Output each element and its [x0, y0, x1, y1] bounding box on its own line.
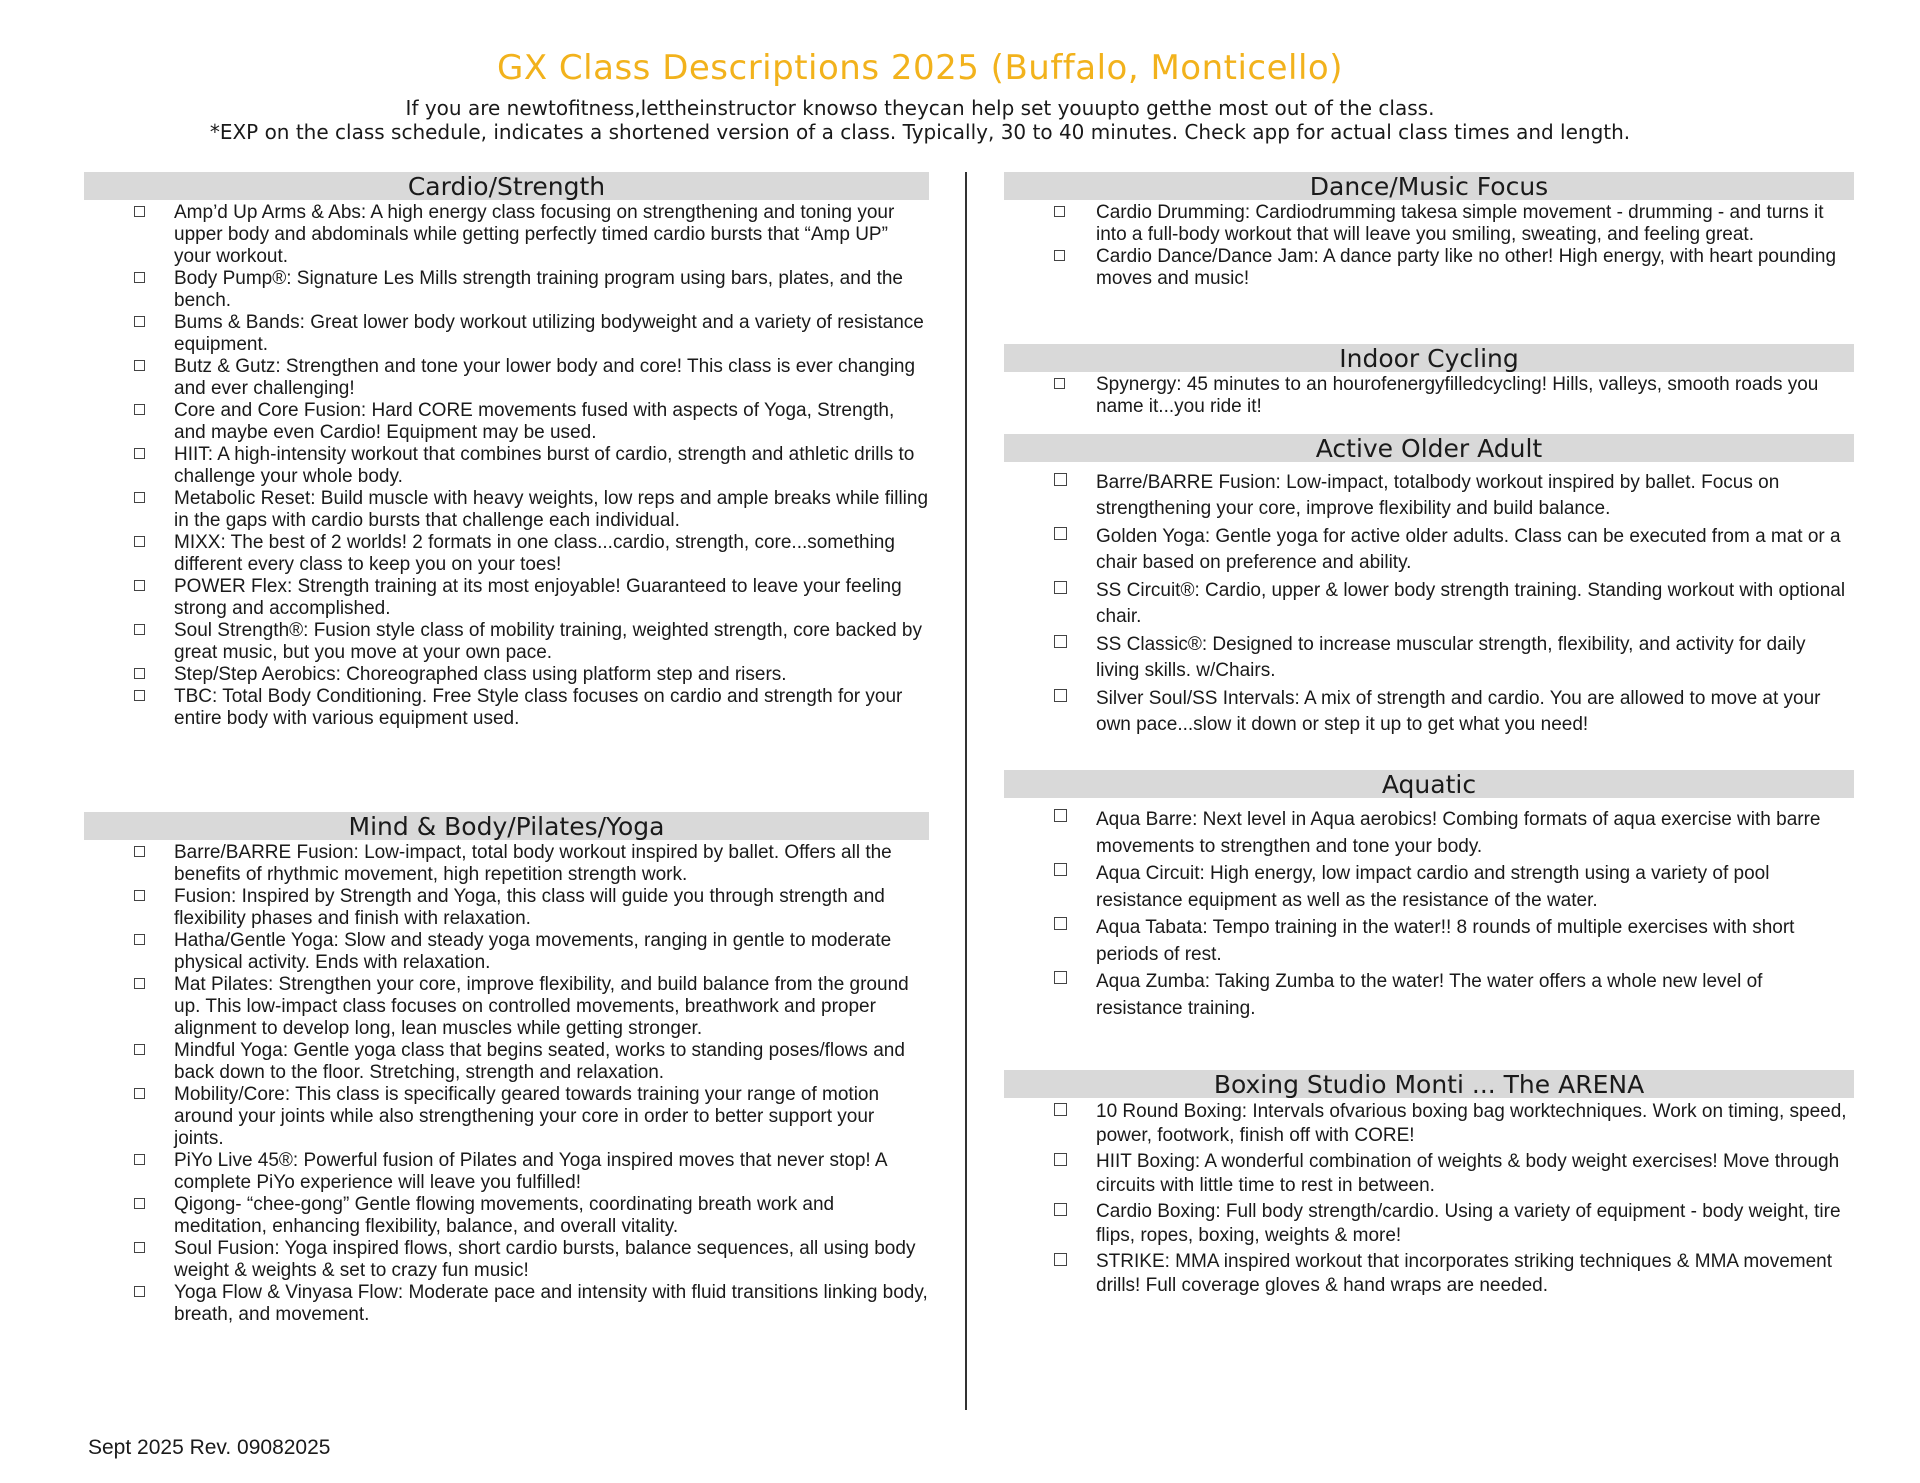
class-list	[1004, 374, 1854, 418]
checkbox-icon[interactable]	[134, 978, 145, 989]
section-cardio-strength	[84, 172, 929, 730]
class-item	[1004, 578, 1854, 630]
class-description: 10 Round Boxing: Intervals ofvarious boxing bag worktechniques. Work on timing, speed, power, footwork, finish off with CORE!	[1096, 1101, 1847, 1146]
section-header: Boxing Studio Monti ... The ARENA	[1004, 1070, 1854, 1098]
checkbox-icon[interactable]	[134, 1198, 145, 1209]
checkbox-icon[interactable]	[1054, 863, 1067, 876]
class-item	[84, 664, 929, 686]
checkbox-icon[interactable]	[134, 624, 145, 635]
class-description: Soul Fusion: Yoga inspired flows, short cardio bursts, balance sequences, all using body weight & weights & set to crazy fun music!	[174, 1238, 916, 1281]
class-description: Step/Step Aerobics: Choreographed class using platform step and risers.	[174, 664, 787, 685]
checkbox-icon[interactable]	[1054, 1253, 1067, 1266]
class-item	[1004, 806, 1854, 860]
checkbox-icon[interactable]	[1054, 635, 1067, 648]
checkbox-icon[interactable]	[134, 846, 145, 857]
class-item	[1004, 914, 1854, 968]
checkbox-icon[interactable]	[1054, 917, 1067, 930]
class-item	[1004, 374, 1854, 418]
class-description: Butz & Gutz: Strengthen and tone your lower body and core! This class is ever changing and ever challenging!	[174, 356, 916, 399]
class-list	[1004, 202, 1854, 290]
class-item	[1004, 968, 1854, 1022]
class-item	[1004, 1150, 1854, 1198]
class-description: Silver Soul/SS Intervals: A mix of strength and cardio. You are allowed to move at your own pace...slow it down or step it up to get what you need!	[1096, 688, 1821, 735]
class-item	[84, 444, 929, 488]
checkbox-icon[interactable]	[1054, 971, 1067, 984]
checkbox-icon[interactable]	[1054, 527, 1067, 540]
revision-footer: Sept 2025 Rev. 09082025	[88, 1436, 331, 1459]
class-description: SS Classic®: Designed to increase muscular strength, flexibility, and activity for daily living skills. w/Chairs.	[1096, 634, 1806, 681]
class-description: HIIT: A high-intensity workout that combines burst of cardio, strength and athletic drills to challenge your whole body.	[174, 444, 915, 487]
class-list	[84, 842, 929, 1326]
class-item	[1004, 686, 1854, 738]
class-description: STRIKE: MMA inspired workout that incorporates striking techniques & MMA movement drills! Full coverage gloves & hand wraps are needed.	[1096, 1251, 1833, 1296]
class-description: Amp’d Up Arms & Abs: A high energy class focusing on strengthening and toning your upper body and abdominals while getting perfectly timed cardio bursts that “Amp UP” your workout.	[174, 202, 895, 267]
class-item	[1004, 1100, 1854, 1148]
section-header: Mind & Body/Pilates/Yoga	[84, 812, 929, 840]
checkbox-icon[interactable]	[134, 536, 145, 547]
checkbox-icon[interactable]	[1054, 473, 1067, 486]
checkbox-icon[interactable]	[134, 316, 145, 327]
class-item	[84, 400, 929, 444]
section-header: Dance/Music Focus	[1004, 172, 1854, 200]
checkbox-icon[interactable]	[134, 1154, 145, 1165]
checkbox-icon[interactable]	[134, 448, 145, 459]
checkbox-icon[interactable]	[134, 1088, 145, 1099]
class-item	[84, 620, 929, 664]
subtitle-new-to-fitness: If you are newtofitness,lettheinstructor knowso theycan help set youupto getthe most out of the class.	[405, 96, 1435, 120]
class-description: Bums & Bands: Great lower body workout utilizing bodyweight and a variety of resistance equipment.	[174, 312, 924, 355]
class-description: Body Pump®: Signature Les Mills strength training program using bars, plates, and the bench.	[174, 268, 903, 311]
class-list	[1004, 806, 1854, 1022]
class-item	[84, 1194, 929, 1238]
checkbox-icon[interactable]	[134, 404, 145, 415]
class-item	[1004, 860, 1854, 914]
section-aquatic	[1004, 770, 1854, 1022]
class-description: Metabolic Reset: Build muscle with heavy weights, low reps and ample breaks while filling in the gaps with cardio bursts that challenge each individual.	[174, 488, 929, 531]
class-description: Aqua Barre: Next level in Aqua aerobics! Combing formats of aqua exercise with barre movements to strengthen and tone your body.	[1096, 809, 1821, 857]
class-description: PiYo Live 45®: Powerful fusion of Pilates and Yoga inspired moves that never stop! A complete PiYo experience will leave you fulfilled!	[174, 1150, 887, 1193]
checkbox-icon[interactable]	[134, 360, 145, 371]
class-description: Mindful Yoga: Gentle yoga class that begins seated, works to standing poses/flows and back down to the floor. Stretching, strength and relaxation.	[174, 1040, 905, 1083]
class-description: HIIT Boxing: A wonderful combination of weights & body weight exercises! Move through circuits with little time to rest in between.	[1096, 1151, 1840, 1196]
class-list	[1004, 1100, 1854, 1298]
section-dance-music	[1004, 172, 1854, 290]
class-description: Cardio Boxing: Full body strength/cardio. Using a variety of equipment - body weight, tire flips, ropes, boxing, weights & more!	[1096, 1201, 1841, 1246]
class-description: Hatha/Gentle Yoga: Slow and steady yoga movements, ranging in gentle to moderate physical activity. Ends with relaxation.	[174, 930, 892, 973]
checkbox-icon[interactable]	[1054, 250, 1065, 261]
class-description: TBC: Total Body Conditioning. Free Style class focuses on cardio and strength for your entire body with various equipment used.	[174, 686, 903, 729]
class-description: SS Circuit®: Cardio, upper & lower body strength training. Standing workout with optional chair.	[1096, 580, 1846, 627]
class-item	[84, 886, 929, 930]
class-item	[84, 268, 929, 312]
class-description: Cardio Drumming: Cardiodrumming takesa simple movement - drumming - and turns it into a full-body workout that will leave you smiling, sweating, and feeling great.	[1096, 202, 1824, 245]
subtitle-exp-note: *EXP on the class schedule, indicates a shortened version of a class. Typically, 30 to 40 minutes. Check app for actual class times and length.	[209, 120, 1631, 144]
checkbox-icon[interactable]	[1054, 809, 1067, 822]
class-item	[84, 842, 929, 886]
class-description: Mat Pilates: Strengthen your core, improve flexibility, and build balance from the ground up. This low-impact class focuses on controlled movements, breathwork and proper alignment to develop long, lean muscles while getting stronger.	[174, 974, 909, 1039]
class-item	[1004, 1250, 1854, 1298]
class-description: Cardio Dance/Dance Jam: A dance party like no other! High energy, with heart pounding moves and music!	[1096, 246, 1837, 289]
section-mind-body	[84, 812, 929, 1326]
class-item	[84, 488, 929, 532]
class-item	[84, 1282, 929, 1326]
column-divider	[965, 172, 967, 1410]
class-description: Fusion: Inspired by Strength and Yoga, this class will guide you through strength and flexibility phases and finish with relaxation.	[174, 886, 885, 929]
checkbox-icon[interactable]	[134, 272, 145, 283]
class-description: Barre/BARRE Fusion: Low-impact, totalbody workout inspired by ballet. Focus on strengthening your core, improve flexibility and build balance.	[1096, 472, 1780, 519]
page-title: GX Class Descriptions 2025 (Buffalo, Monticello)	[496, 48, 1343, 88]
class-item	[84, 312, 929, 356]
section-header: Cardio/Strength	[84, 172, 929, 200]
section-header: Indoor Cycling	[1004, 344, 1854, 372]
section-active-older-adult	[1004, 434, 1854, 738]
class-description: Spynergy: 45 minutes to an hourofenergyfilledcycling! Hills, valleys, smooth roads you name it...you ride it!	[1096, 374, 1819, 417]
class-description: Barre/BARRE Fusion: Low-impact, total body workout inspired by ballet. Offers all the benefits of rhythmic movement, high repetition strength work.	[174, 842, 892, 885]
class-description: Aqua Circuit: High energy, low impact cardio and strength using a variety of pool resistance equipment as well as the resistance of the water.	[1096, 863, 1770, 911]
class-description: Soul Strength®: Fusion style class of mobility training, weighted strength, core backed by great music, but you move at your own pace.	[174, 620, 922, 663]
checkbox-icon[interactable]	[134, 580, 145, 591]
class-item	[84, 356, 929, 400]
class-item	[1004, 1200, 1854, 1248]
right-column	[1004, 172, 1854, 1300]
checkbox-icon[interactable]	[1054, 378, 1065, 389]
class-description: Core and Core Fusion: Hard CORE movements fused with aspects of Yoga, Strength, and maybe even Cardio! Equipment may be used.	[174, 400, 895, 443]
checkbox-icon[interactable]	[1054, 689, 1067, 702]
checkbox-icon[interactable]	[1054, 1203, 1067, 1216]
class-item	[84, 930, 929, 974]
checkbox-icon[interactable]	[1054, 1103, 1067, 1116]
class-item	[1004, 246, 1854, 290]
class-item	[1004, 632, 1854, 684]
class-item	[84, 576, 929, 620]
checkbox-icon[interactable]	[134, 890, 145, 901]
class-item	[84, 532, 929, 576]
checkbox-icon[interactable]	[134, 668, 145, 679]
class-item	[1004, 470, 1854, 522]
checkbox-icon[interactable]	[1054, 1153, 1067, 1166]
class-item	[1004, 202, 1854, 246]
class-list	[84, 202, 929, 730]
class-description: Golden Yoga: Gentle yoga for active older adults. Class can be executed from a mat or a chair based on preference and ability.	[1096, 526, 1841, 573]
checkbox-icon[interactable]	[134, 934, 145, 945]
section-header: Aquatic	[1004, 770, 1854, 798]
checkbox-icon[interactable]	[134, 1044, 145, 1055]
section-boxing-studio	[1004, 1070, 1854, 1298]
class-description: Yoga Flow & Vinyasa Flow: Moderate pace and intensity with fluid transitions linking body, breath, and movement.	[174, 1282, 928, 1325]
checkbox-icon[interactable]	[1054, 206, 1065, 217]
class-description: Aqua Zumba: Taking Zumba to the water! The water offers a whole new level of resistance training.	[1096, 971, 1763, 1019]
checkbox-icon[interactable]	[1054, 581, 1067, 594]
class-item	[84, 686, 929, 730]
section-header: Active Older Adult	[1004, 434, 1854, 462]
class-item	[84, 1040, 929, 1084]
class-item	[84, 202, 929, 268]
checkbox-icon[interactable]	[134, 1242, 145, 1253]
checkbox-icon[interactable]	[134, 690, 145, 701]
class-list	[1004, 470, 1854, 738]
class-description: Mobility/Core: This class is specifically geared towards training your range of motion around your joints while also strengthening your core in order to better support your joints.	[174, 1084, 880, 1149]
section-indoor-cycling	[1004, 344, 1854, 418]
class-description: MIXX: The best of 2 worlds! 2 formats in one class...cardio, strength, core...something different every class to keep you on your toes!	[174, 532, 895, 575]
class-item	[84, 1084, 929, 1150]
class-description: Aqua Tabata: Tempo training in the water!! 8 rounds of multiple exercises with short periods of rest.	[1096, 917, 1795, 965]
class-item	[84, 974, 929, 1040]
class-item	[84, 1150, 929, 1194]
checkbox-icon[interactable]	[134, 492, 145, 503]
class-description: POWER Flex: Strength training at its most enjoyable! Guaranteed to leave your feeling strong and accomplished.	[174, 576, 902, 619]
checkbox-icon[interactable]	[134, 206, 145, 217]
class-item	[1004, 524, 1854, 576]
left-column	[84, 172, 929, 1326]
checkbox-icon[interactable]	[134, 1286, 145, 1297]
class-description: Qigong- “chee-gong” Gentle flowing movements, coordinating breath work and meditation, enhancing flexibility, balance, and overall vitality.	[174, 1194, 835, 1237]
class-item	[84, 1238, 929, 1282]
